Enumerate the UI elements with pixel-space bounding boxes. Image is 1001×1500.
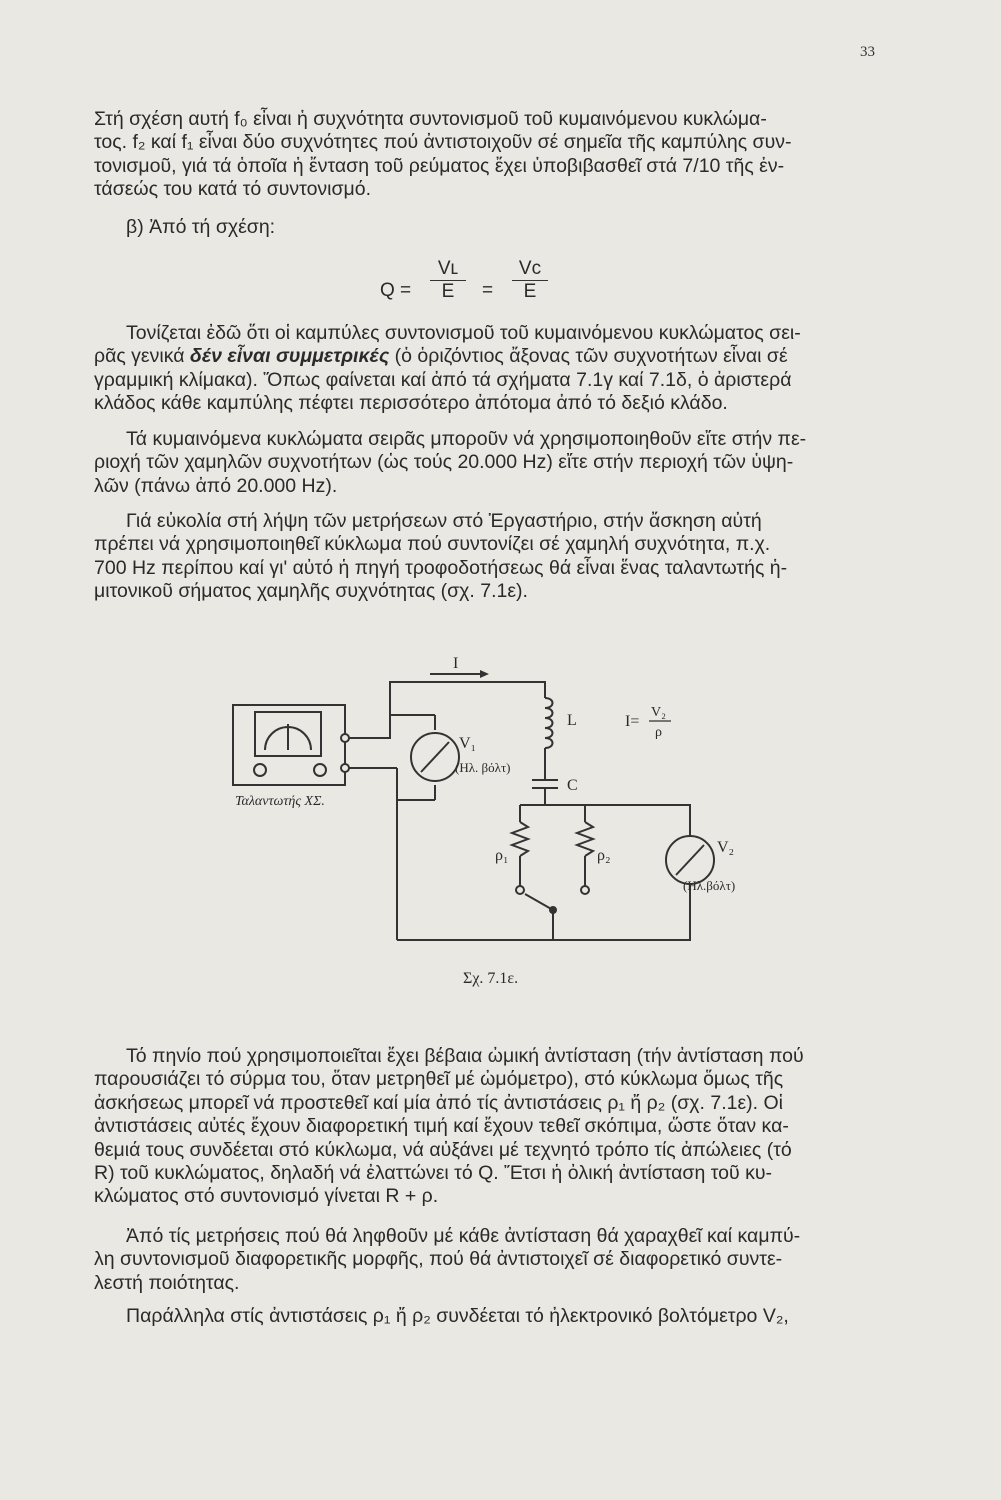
oscillator-label: Ταλαντωτής ΧΣ. bbox=[235, 794, 325, 809]
text-line: λη συντονισμοῦ διαφορετικῆς μορφῆς, πού θά ἀντιστοιχεῖ σέ διαφορετικό συντε- bbox=[94, 1248, 783, 1271]
text-line: ἀντιστάσεις αὐτές ἔχουν διαφορετική τιμή καί ἔχουν τεθεῖ σκόπιμα, ὥστε ὅταν κα- bbox=[94, 1115, 789, 1138]
text-line: θεμιά τους συνδέεται στό κύκλωμα, νά αὐξάνει μέ τεχνητό τρόπο τίς ἀπώλειες (τό bbox=[94, 1138, 792, 1161]
fraction-numerator: Vʟ bbox=[430, 258, 466, 281]
q-formula bbox=[380, 250, 580, 310]
text-line: Παράλληλα στίς ἀντιστάσεις ρ₁ ἤ ρ₂ συνδέεται τό ἠλεκτρονικό βολτόμετρο V₂, bbox=[126, 1305, 789, 1327]
fraction-denominator: E bbox=[523, 281, 537, 302]
fig-formula-lhs: I= bbox=[625, 713, 640, 730]
selector-switch bbox=[525, 894, 553, 910]
paragraph-8 bbox=[94, 1305, 894, 1328]
figure-caption: Σχ. 7.1ε. bbox=[463, 970, 519, 987]
paragraph-3 bbox=[94, 322, 894, 416]
text-line: β) Ἀπό τή σχέση: bbox=[126, 216, 276, 238]
page-number: 33 bbox=[860, 44, 875, 60]
wire-split bbox=[520, 805, 690, 835]
rho1-label: ρ₁ bbox=[495, 847, 509, 864]
terminal-rho1 bbox=[516, 886, 524, 894]
text-line: γραμμική κλίμακα). Ὅπως φαίνεται καί ἀπό τά σχήματα 7.1γ καί 7.1δ, ὁ ἀριστερά bbox=[94, 368, 792, 391]
resistor-rho1 bbox=[512, 822, 528, 856]
capacitor-label: C bbox=[567, 777, 578, 794]
fraction-vl-e bbox=[430, 258, 466, 303]
paragraph-4 bbox=[94, 428, 894, 498]
text-line: μιτονικοῦ σήματος χαμηλῆς συχνότητας (σχ. 7.1ε). bbox=[94, 580, 528, 603]
text-line: Στή σχέση αυτή f₀ εἶναι ἡ συχνότητα συντονισμοῦ τοῦ κυμαινόμενου κυκλώμα- bbox=[94, 108, 767, 130]
inductor-symbol bbox=[545, 698, 553, 748]
paragraph-7 bbox=[94, 1225, 894, 1295]
text-line: κλώματος στό συντονισμό γίνεται R + ρ. bbox=[94, 1185, 439, 1208]
arrowhead bbox=[480, 670, 489, 678]
fraction-numerator: Vᴄ bbox=[512, 258, 548, 281]
text-fragment: ρᾶς γενικά bbox=[94, 345, 190, 368]
formula-equals: = bbox=[482, 280, 494, 301]
fig-formula-den: ρ bbox=[655, 725, 662, 740]
paragraph-2 bbox=[94, 216, 894, 239]
text-line: παρουσιάζει τό σύρμα του, ὅταν μετρηθεῖ μέ ὠμόμετρο), στό κύκλωμα ὅμως τῆς bbox=[94, 1068, 784, 1091]
text-line: λεστή ποιότητας. bbox=[94, 1271, 240, 1294]
fraction-denominator: E bbox=[441, 281, 455, 302]
wire-bottom bbox=[397, 885, 690, 940]
text-line: τος. f₂ καί f₁ εἶναι δύο συχνότητες πού ἀντιστοιχοῦν σέ σημεῖα τῆς καμπύλης συν- bbox=[94, 131, 792, 154]
wire-top bbox=[345, 682, 545, 738]
text-line-with-emphasis bbox=[94, 345, 894, 368]
text-line: ἀσκήσεως μπορεῖ νά προστεθεῖ καί μία ἀπό τίς ἀντιστάσεις ρ₁ ἤ ρ₂ (σχ. 7.1ε). Οἱ bbox=[94, 1091, 783, 1114]
oscillator-knob-right bbox=[314, 764, 326, 776]
paragraph-1 bbox=[94, 108, 894, 202]
text-line: πρέπει νά χρησιμοποιηθεῖ κύκλωμα πού συντονίζει σέ χαμηλή συχνότητα, π.χ. bbox=[94, 533, 771, 556]
text-line: τάσεώς του κατά τό συντονισμό. bbox=[94, 178, 372, 201]
text-line: Τό πηνίο πού χρησιμοποιεῖται ἔχει βέβαια ὠμική ἀντίσταση (τήν ἀντίσταση πού bbox=[126, 1045, 804, 1067]
rho2-label: ρ₂ bbox=[597, 847, 611, 864]
text-line: Τά κυμαινόμενα κυκλώματα σειρᾶς μποροῦν νά χρησιμοποιηθοῦν εἴτε στήν πε- bbox=[126, 428, 807, 450]
text-line: λῶν (πάνω ἀπό 20.000 Hz). bbox=[94, 474, 338, 497]
text-line: Τονίζεται ἐδῶ ὅτι οἱ καμπύλες συντονισμοῦ τοῦ κυμαινόμενου κυκλώματος σει- bbox=[126, 322, 801, 344]
circuit-diagram bbox=[225, 650, 745, 1000]
paragraph-6 bbox=[94, 1045, 894, 1209]
paragraph-5 bbox=[94, 510, 894, 604]
resistor-rho2 bbox=[577, 822, 593, 856]
terminal-rho2 bbox=[581, 886, 589, 894]
current-label: I bbox=[453, 655, 459, 672]
text-fragment: (ὁ ὁριζόντιος ἄξονας τῶν συχνοτήτων εἶναι σέ bbox=[389, 345, 788, 368]
text-line: Γιά εὐκολία στή λήψη τῶν μετρήσεων στό Ἐργαστήριο, στήν ἄσκηση αὐτή bbox=[126, 510, 762, 532]
formula-lhs: Q = bbox=[380, 280, 412, 301]
emphasis-text: δέν εἶναι συμμετρικές bbox=[189, 345, 390, 368]
v1-note: (Ηλ. βόλτ) bbox=[455, 760, 511, 775]
v2-label: V₂ bbox=[717, 839, 735, 856]
text-line: 700 Hz περίπου καί γι' αὐτό ἡ πηγή τροφοδοτήσεως θά εἶναι ἕνας ταλαντωτής ἡ- bbox=[94, 556, 788, 579]
fraction-vc-e bbox=[512, 258, 548, 303]
text-line: κλάδος κάθε καμπύλης πέφτει περισσότερο ἀπότομα ἀπό τό δεξιό κλάδο. bbox=[94, 392, 728, 415]
fig-formula-num: V₂ bbox=[651, 705, 666, 720]
text-line: ριοχή τῶν χαμηλῶν συχνοτήτων (ὡς τούς 20.000 Hz) εἴτε στήν περιοχή τῶν ὑψη- bbox=[94, 451, 794, 474]
text-line: τονισμοῦ, γιά τά ὁποῖα ἡ ἔνταση τοῦ ρεύματος ἔχει ὑποβιβασθεῖ στά 7/10 τῆς ἐν- bbox=[94, 154, 785, 177]
oscillator-knob-left bbox=[254, 764, 266, 776]
v2-note: (Ηλ.βόλτ) bbox=[683, 878, 736, 893]
text-line: Ἀπό τίς μετρήσεις πού θά ληφθοῦν μέ κάθε ἀντίσταση θά χαραχθεῖ καί καμπύ- bbox=[126, 1225, 801, 1247]
text-line: R) τοῦ κυκλώματος, δηλαδή νά ἐλαττώνει τό Q. Ἔτσι ἡ ὀλική ἀντίσταση τοῦ κυ- bbox=[94, 1162, 772, 1185]
v1-label: V₁ bbox=[459, 735, 477, 752]
inductor-label: L bbox=[567, 712, 577, 729]
